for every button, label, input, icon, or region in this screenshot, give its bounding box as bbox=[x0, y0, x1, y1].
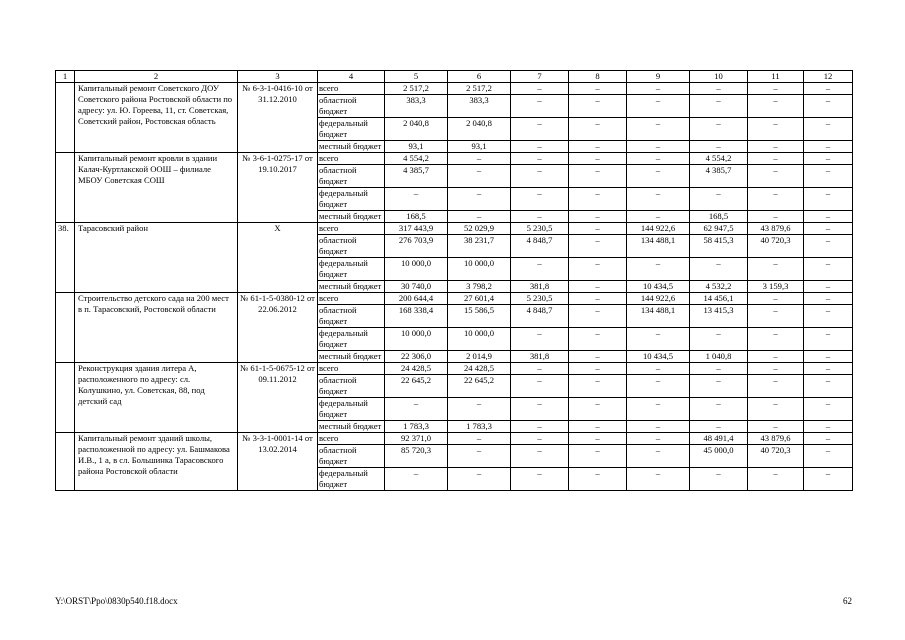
funding-source-cell: федеральный бюджет bbox=[318, 398, 385, 421]
amount-cell: – bbox=[690, 375, 748, 398]
amount-cell: – bbox=[748, 141, 804, 153]
amount-cell: – bbox=[569, 281, 627, 293]
funding-source-cell: местный бюджет bbox=[318, 281, 385, 293]
amount-cell: 10 434,5 bbox=[627, 351, 690, 363]
amount-cell: – bbox=[569, 293, 627, 305]
amount-cell: – bbox=[448, 433, 511, 445]
amount-cell: – bbox=[627, 141, 690, 153]
amount-cell: – bbox=[569, 223, 627, 235]
object-name-cell: Капитальный ремонт Советского ДОУ Советского района Ростовской области по адресу: ул. Ю. Гореева, 11, ст. Советская, Советский район, Ростовская область bbox=[75, 83, 238, 153]
amount-cell: – bbox=[627, 211, 690, 223]
column-number: 6 bbox=[448, 71, 511, 83]
amount-cell: – bbox=[804, 153, 853, 165]
column-number: 5 bbox=[385, 71, 448, 83]
amount-cell: – bbox=[804, 118, 853, 141]
document-number-cell: № 3-6-1-0275-17 от 19.10.2017 bbox=[238, 153, 318, 223]
amount-cell: – bbox=[748, 83, 804, 95]
amount-cell: – bbox=[804, 188, 853, 211]
amount-cell: – bbox=[448, 188, 511, 211]
object-name-cell: Капитальный ремонт зданий школы, расположенной по адресу: ул. Башмакова И.В., 1 а, в сл. Большинка Тарасовского района Ростовской области bbox=[75, 433, 238, 491]
funding-source-cell: всего bbox=[318, 363, 385, 375]
amount-cell: – bbox=[804, 375, 853, 398]
amount-cell: 383,3 bbox=[385, 95, 448, 118]
table-row bbox=[56, 83, 853, 95]
amount-cell: – bbox=[748, 363, 804, 375]
amount-cell: – bbox=[748, 95, 804, 118]
amount-cell: – bbox=[569, 351, 627, 363]
column-number: 11 bbox=[748, 71, 804, 83]
amount-cell: 52 029,9 bbox=[448, 223, 511, 235]
amount-cell: – bbox=[748, 188, 804, 211]
funding-source-cell: областной бюджет bbox=[318, 165, 385, 188]
row-number-cell bbox=[56, 363, 75, 433]
amount-cell: 85 720,3 bbox=[385, 445, 448, 468]
amount-cell: – bbox=[448, 211, 511, 223]
amount-cell: – bbox=[804, 363, 853, 375]
amount-cell: – bbox=[511, 258, 569, 281]
document-number-cell: Х bbox=[238, 223, 318, 293]
amount-cell: 4 554,2 bbox=[690, 153, 748, 165]
amount-cell: – bbox=[748, 375, 804, 398]
amount-cell: – bbox=[804, 421, 853, 433]
amount-cell: – bbox=[569, 165, 627, 188]
amount-cell: 24 428,5 bbox=[448, 363, 511, 375]
amount-cell: 4 385,7 bbox=[385, 165, 448, 188]
amount-cell: – bbox=[627, 468, 690, 491]
amount-cell: – bbox=[511, 188, 569, 211]
row-number-cell: 38. bbox=[56, 223, 75, 293]
amount-cell: – bbox=[569, 153, 627, 165]
amount-cell: – bbox=[511, 468, 569, 491]
amount-cell: – bbox=[690, 421, 748, 433]
amount-cell: – bbox=[627, 363, 690, 375]
object-name-cell: Капитальный ремонт кровли в здании Калач-Куртлакской ООШ – филиале МБОУ Советская СОШ bbox=[75, 153, 238, 223]
amount-cell: – bbox=[511, 363, 569, 375]
amount-cell: – bbox=[569, 188, 627, 211]
amount-cell: 168,5 bbox=[690, 211, 748, 223]
amount-cell: – bbox=[627, 118, 690, 141]
amount-cell: 13 415,3 bbox=[690, 305, 748, 328]
amount-cell: – bbox=[511, 328, 569, 351]
amount-cell: – bbox=[385, 468, 448, 491]
object-name-cell: Реконструкция здания литера А, расположенного по адресу: сл. Колушкино, ул. Советская, 88, под детский сад bbox=[75, 363, 238, 433]
amount-cell: – bbox=[627, 165, 690, 188]
amount-cell: 276 703,9 bbox=[385, 235, 448, 258]
funding-source-cell: местный бюджет bbox=[318, 421, 385, 433]
amount-cell: 2 517,2 bbox=[385, 83, 448, 95]
funding-source-cell: федеральный бюджет bbox=[318, 188, 385, 211]
column-number-row bbox=[56, 71, 853, 83]
amount-cell: 10 000,0 bbox=[448, 328, 511, 351]
amount-cell: – bbox=[690, 188, 748, 211]
amount-cell: 92 371,0 bbox=[385, 433, 448, 445]
amount-cell: – bbox=[627, 433, 690, 445]
amount-cell: – bbox=[511, 141, 569, 153]
amount-cell: – bbox=[804, 281, 853, 293]
amount-cell: – bbox=[569, 95, 627, 118]
funding-source-cell: местный бюджет bbox=[318, 211, 385, 223]
amount-cell: – bbox=[511, 398, 569, 421]
amount-cell: 4 848,7 bbox=[511, 305, 569, 328]
amount-cell: – bbox=[511, 118, 569, 141]
amount-cell: 3 798,2 bbox=[448, 281, 511, 293]
amount-cell: – bbox=[511, 165, 569, 188]
amount-cell: – bbox=[627, 153, 690, 165]
amount-cell: – bbox=[569, 328, 627, 351]
amount-cell: 4 532,2 bbox=[690, 281, 748, 293]
amount-cell: – bbox=[748, 211, 804, 223]
amount-cell: 4 385,7 bbox=[690, 165, 748, 188]
column-number: 2 bbox=[75, 71, 238, 83]
amount-cell: – bbox=[690, 258, 748, 281]
amount-cell: – bbox=[748, 258, 804, 281]
amount-cell: – bbox=[627, 398, 690, 421]
amount-cell: – bbox=[690, 118, 748, 141]
table-row bbox=[56, 293, 853, 305]
amount-cell: – bbox=[511, 95, 569, 118]
amount-cell: – bbox=[511, 83, 569, 95]
amount-cell: – bbox=[385, 188, 448, 211]
amount-cell: 2 014,9 bbox=[448, 351, 511, 363]
amount-cell: – bbox=[627, 421, 690, 433]
amount-cell: 5 230,5 bbox=[511, 223, 569, 235]
amount-cell: 144 922,6 bbox=[627, 293, 690, 305]
footer-file-path: Y:\ORST\Ppo\0830p540.f18.docx bbox=[55, 596, 178, 606]
amount-cell: 383,3 bbox=[448, 95, 511, 118]
amount-cell: 2 040,8 bbox=[448, 118, 511, 141]
budget-table bbox=[55, 70, 853, 491]
funding-source-cell: федеральный бюджет bbox=[318, 328, 385, 351]
amount-cell: 62 947,5 bbox=[690, 223, 748, 235]
amount-cell: – bbox=[804, 258, 853, 281]
amount-cell: 200 644,4 bbox=[385, 293, 448, 305]
amount-cell: 15 586,5 bbox=[448, 305, 511, 328]
amount-cell: 4 554,2 bbox=[385, 153, 448, 165]
amount-cell: – bbox=[748, 398, 804, 421]
amount-cell: – bbox=[627, 258, 690, 281]
amount-cell: – bbox=[569, 258, 627, 281]
amount-cell: – bbox=[569, 445, 627, 468]
amount-cell: – bbox=[748, 468, 804, 491]
amount-cell: – bbox=[748, 293, 804, 305]
amount-cell: 317 443,9 bbox=[385, 223, 448, 235]
amount-cell: 10 000,0 bbox=[385, 328, 448, 351]
amount-cell: 27 601,4 bbox=[448, 293, 511, 305]
amount-cell: – bbox=[804, 305, 853, 328]
funding-source-cell: местный бюджет bbox=[318, 141, 385, 153]
amount-cell: – bbox=[804, 398, 853, 421]
amount-cell: 93,1 bbox=[448, 141, 511, 153]
amount-cell: – bbox=[569, 235, 627, 258]
column-number: 1 bbox=[56, 71, 75, 83]
funding-source-cell: федеральный бюджет bbox=[318, 118, 385, 141]
column-number: 3 bbox=[238, 71, 318, 83]
amount-cell: – bbox=[569, 83, 627, 95]
table-row bbox=[56, 153, 853, 165]
amount-cell: 134 488,1 bbox=[627, 235, 690, 258]
table-row bbox=[56, 433, 853, 445]
amount-cell: 10 000,0 bbox=[448, 258, 511, 281]
funding-source-cell: всего bbox=[318, 293, 385, 305]
amount-cell: – bbox=[804, 433, 853, 445]
amount-cell: – bbox=[569, 433, 627, 445]
amount-cell: – bbox=[448, 398, 511, 421]
amount-cell: – bbox=[627, 188, 690, 211]
row-number-cell bbox=[56, 153, 75, 223]
amount-cell: 22 306,0 bbox=[385, 351, 448, 363]
amount-cell: – bbox=[748, 351, 804, 363]
funding-source-cell: областной бюджет bbox=[318, 445, 385, 468]
amount-cell: – bbox=[569, 375, 627, 398]
amount-cell: – bbox=[690, 363, 748, 375]
funding-source-cell: всего bbox=[318, 223, 385, 235]
amount-cell: 14 456,1 bbox=[690, 293, 748, 305]
amount-cell: – bbox=[804, 328, 853, 351]
column-number: 8 bbox=[569, 71, 627, 83]
amount-cell: – bbox=[748, 153, 804, 165]
object-name-cell: Тарасовский район bbox=[75, 223, 238, 293]
amount-cell: 40 720,3 bbox=[748, 235, 804, 258]
amount-cell: 45 000,0 bbox=[690, 445, 748, 468]
funding-source-cell: областной бюджет bbox=[318, 235, 385, 258]
amount-cell: – bbox=[569, 141, 627, 153]
amount-cell: – bbox=[748, 165, 804, 188]
amount-cell: 2 517,2 bbox=[448, 83, 511, 95]
funding-source-cell: всего bbox=[318, 83, 385, 95]
amount-cell: 48 491,4 bbox=[690, 433, 748, 445]
amount-cell: – bbox=[569, 305, 627, 328]
amount-cell: – bbox=[690, 141, 748, 153]
amount-cell: 10 434,5 bbox=[627, 281, 690, 293]
column-number: 9 bbox=[627, 71, 690, 83]
amount-cell: 43 879,6 bbox=[748, 433, 804, 445]
amount-cell: – bbox=[804, 95, 853, 118]
amount-cell: 30 740,0 bbox=[385, 281, 448, 293]
amount-cell: 4 848,7 bbox=[511, 235, 569, 258]
amount-cell: 134 488,1 bbox=[627, 305, 690, 328]
amount-cell: – bbox=[569, 118, 627, 141]
amount-cell: – bbox=[804, 211, 853, 223]
amount-cell: 381,8 bbox=[511, 281, 569, 293]
funding-source-cell: областной бюджет bbox=[318, 305, 385, 328]
amount-cell: – bbox=[511, 433, 569, 445]
funding-source-cell: всего bbox=[318, 153, 385, 165]
row-number-cell bbox=[56, 433, 75, 491]
column-number: 4 bbox=[318, 71, 385, 83]
amount-cell: – bbox=[511, 421, 569, 433]
amount-cell: – bbox=[748, 305, 804, 328]
amount-cell: – bbox=[748, 328, 804, 351]
funding-source-cell: федеральный бюджет bbox=[318, 468, 385, 491]
amount-cell: – bbox=[448, 445, 511, 468]
amount-cell: – bbox=[627, 375, 690, 398]
amount-cell: – bbox=[804, 83, 853, 95]
document-number-cell: № 3-3-1-0001-14 от 13.02.2014 bbox=[238, 433, 318, 491]
funding-source-cell: местный бюджет bbox=[318, 351, 385, 363]
amount-cell: – bbox=[804, 293, 853, 305]
amount-cell: – bbox=[569, 363, 627, 375]
amount-cell: – bbox=[690, 328, 748, 351]
amount-cell: 168 338,4 bbox=[385, 305, 448, 328]
amount-cell: 38 231,7 bbox=[448, 235, 511, 258]
amount-cell: 10 000,0 bbox=[385, 258, 448, 281]
amount-cell: – bbox=[569, 421, 627, 433]
amount-cell: – bbox=[511, 153, 569, 165]
document-number-cell: № 61-1-5-0675-12 от 09.11.2012 bbox=[238, 363, 318, 433]
funding-source-cell: федеральный бюджет bbox=[318, 258, 385, 281]
amount-cell: – bbox=[804, 445, 853, 468]
row-number-cell bbox=[56, 293, 75, 363]
amount-cell: 144 922,6 bbox=[627, 223, 690, 235]
amount-cell: – bbox=[569, 211, 627, 223]
amount-cell: – bbox=[448, 468, 511, 491]
amount-cell: – bbox=[804, 235, 853, 258]
amount-cell: 3 159,3 bbox=[748, 281, 804, 293]
amount-cell: – bbox=[748, 421, 804, 433]
amount-cell: – bbox=[690, 83, 748, 95]
amount-cell: – bbox=[385, 398, 448, 421]
column-number: 10 bbox=[690, 71, 748, 83]
amount-cell: – bbox=[448, 165, 511, 188]
amount-cell: 1 040,8 bbox=[690, 351, 748, 363]
amount-cell: – bbox=[627, 95, 690, 118]
amount-cell: – bbox=[627, 83, 690, 95]
document-number-cell: № 6-3-1-0416-10 от 31.12.2010 bbox=[238, 83, 318, 153]
amount-cell: 58 415,3 bbox=[690, 235, 748, 258]
amount-cell: 43 879,6 bbox=[748, 223, 804, 235]
amount-cell: – bbox=[804, 141, 853, 153]
document-number-cell: № 61-1-5-0380-12 от 22.06.2012 bbox=[238, 293, 318, 363]
amount-cell: 381,8 bbox=[511, 351, 569, 363]
amount-cell: 93,1 bbox=[385, 141, 448, 153]
amount-cell: 168,5 bbox=[385, 211, 448, 223]
page-number: 62 bbox=[843, 596, 852, 606]
amount-cell: – bbox=[627, 445, 690, 468]
amount-cell: – bbox=[511, 445, 569, 468]
object-name-cell: Строительство детского сада на 200 мест в п. Тарасовский, Ростовской области bbox=[75, 293, 238, 363]
amount-cell: 24 428,5 bbox=[385, 363, 448, 375]
amount-cell: – bbox=[569, 468, 627, 491]
amount-cell: 22 645,2 bbox=[448, 375, 511, 398]
table-row bbox=[56, 363, 853, 375]
amount-cell: 22 645,2 bbox=[385, 375, 448, 398]
amount-cell: – bbox=[511, 211, 569, 223]
amount-cell: – bbox=[804, 468, 853, 491]
amount-cell: – bbox=[569, 398, 627, 421]
amount-cell: – bbox=[748, 118, 804, 141]
amount-cell: 1 783,3 bbox=[385, 421, 448, 433]
amount-cell: – bbox=[627, 328, 690, 351]
amount-cell: 1 783,3 bbox=[448, 421, 511, 433]
funding-source-cell: областной бюджет bbox=[318, 95, 385, 118]
amount-cell: – bbox=[804, 165, 853, 188]
amount-cell: 40 720,3 bbox=[748, 445, 804, 468]
funding-source-cell: областной бюджет bbox=[318, 375, 385, 398]
amount-cell: – bbox=[804, 223, 853, 235]
table-row bbox=[56, 223, 853, 235]
amount-cell: – bbox=[804, 351, 853, 363]
column-number: 7 bbox=[511, 71, 569, 83]
amount-cell: 2 040,8 bbox=[385, 118, 448, 141]
amount-cell: 5 230,5 bbox=[511, 293, 569, 305]
amount-cell: – bbox=[448, 153, 511, 165]
amount-cell: – bbox=[690, 398, 748, 421]
amount-cell: – bbox=[690, 95, 748, 118]
amount-cell: – bbox=[690, 468, 748, 491]
amount-cell: – bbox=[511, 375, 569, 398]
row-number-cell bbox=[56, 83, 75, 153]
column-number: 12 bbox=[804, 71, 853, 83]
funding-source-cell: всего bbox=[318, 433, 385, 445]
